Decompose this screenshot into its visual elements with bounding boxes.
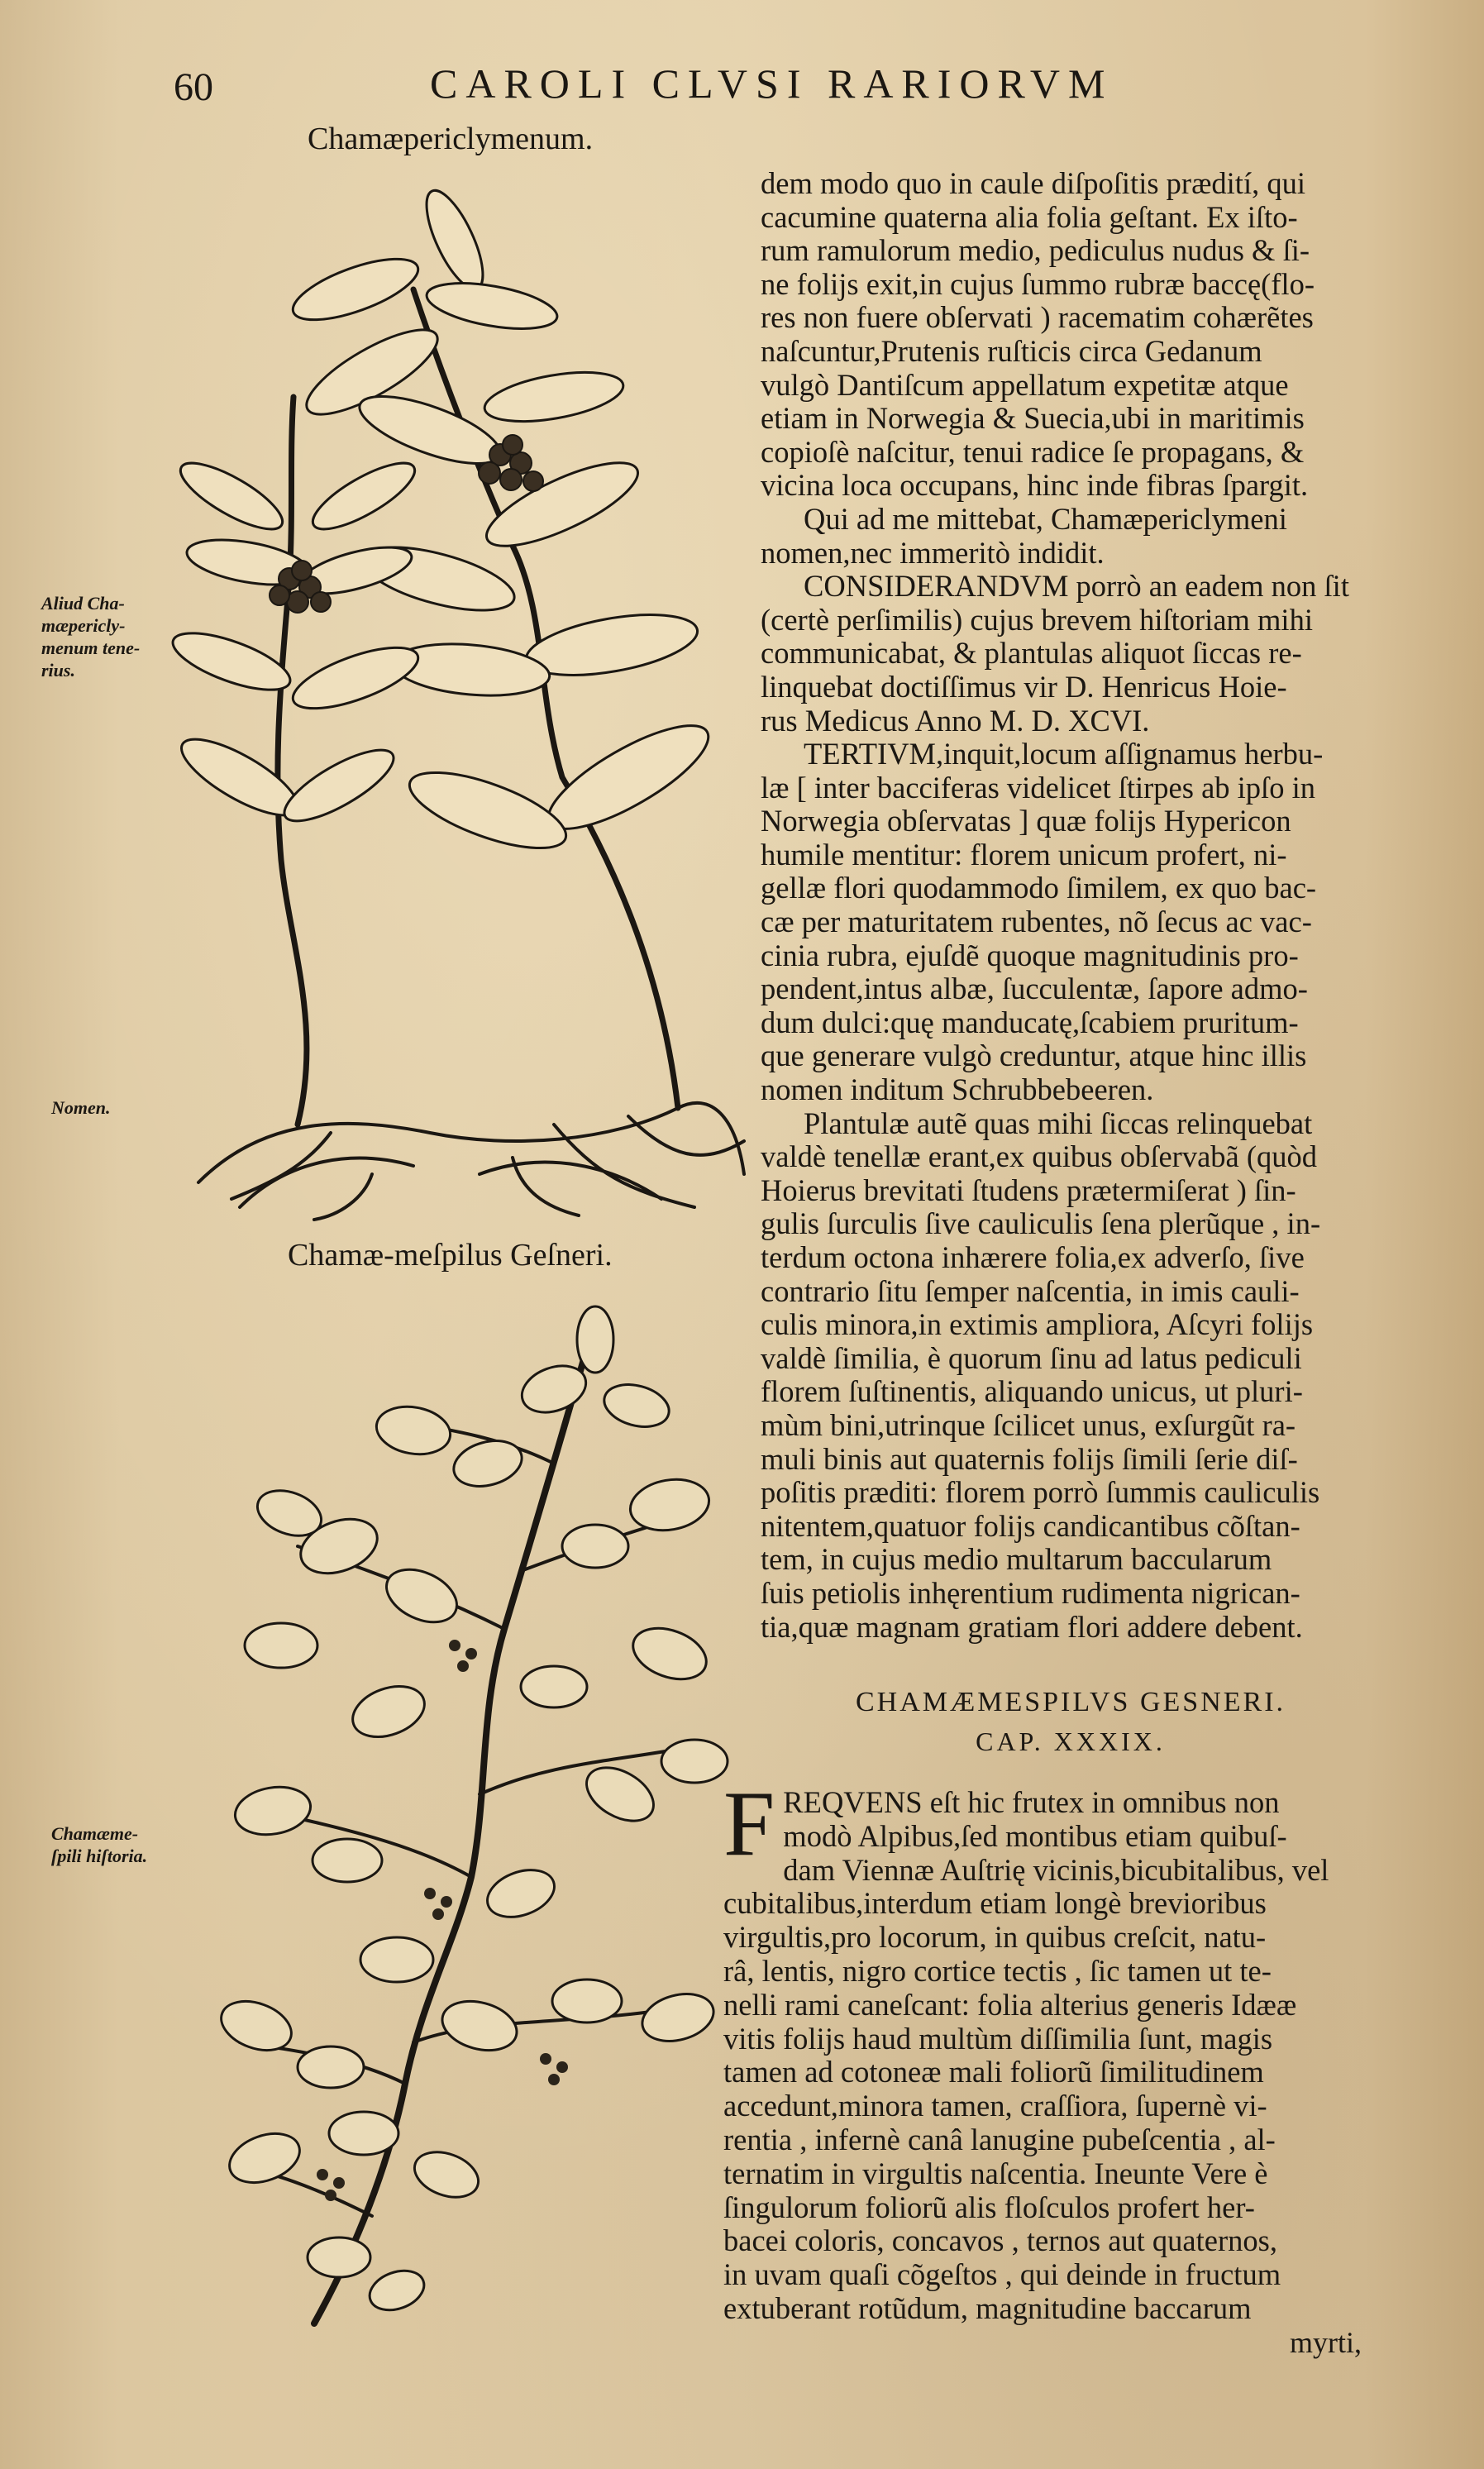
text-line: vicina loca occupans, hinc inde fibras ſpargit.: [761, 468, 1309, 503]
margin-note-historia: [51, 1822, 147, 1867]
margin-note-nomen: Nomen.: [51, 1097, 111, 1118]
chapter-title: CHAMÆMESPILVS GESNERI.: [855, 1687, 1286, 1717]
text-line: que generare vulgò creduntur, atque hinc illis: [761, 1039, 1307, 1073]
text-line: gellæ flori quodammodo ſimilem, ex quo bac-: [761, 871, 1317, 905]
text-line: mùm bini,utrinque ſcilicet unus, exſurgũt ra-: [761, 1407, 1296, 1442]
text-line: Qui ad me mittebat, Chamæpericlymeni: [804, 501, 1287, 536]
text-line: pendent,intus albæ, ſucculentæ, ſapore admo-: [761, 972, 1308, 1006]
chamaepericlymenum-illustration: [165, 182, 761, 1224]
text-line: CONSIDERANDVM porrò an eadem non ſit: [804, 569, 1349, 604]
margin-note-line: menum tene-: [41, 638, 141, 658]
text-line: virgultis,pro locorum, in quibus creſcit, natu-: [723, 1920, 1267, 1955]
text-line: valdè ſimilia, è quorum ſinu ad latus pediculi: [761, 1340, 1302, 1375]
text-line: res non fuere obſervati ) racematim cohærẽtes: [761, 300, 1314, 335]
text-line: tem, in cujus medio multarum baccularum: [761, 1542, 1272, 1577]
text-line: læ [ inter bacciferas videlicet ſtirpes ab ipſo in: [761, 770, 1315, 805]
text-line: terdum octona inhærere folia,ex adverſo, ſive: [761, 1240, 1305, 1274]
text-line: dem modo quo in caule diſpoſitis prædití, qui: [761, 166, 1305, 200]
text-line: (certè perſimilis) cujus brevem hiſtoriam mihi: [761, 602, 1313, 637]
text-line: vitis folijs haud multùm diſſimilia ſunt, magis: [723, 2021, 1273, 2056]
text-line: in uvam quaſi cõgeſtos , qui deinde in fructum: [723, 2257, 1281, 2292]
running-head: CAROLI CLVSI RARIORVM: [430, 60, 1114, 107]
catchword: myrti,: [1290, 2326, 1362, 2359]
margin-note-line: rius.: [41, 660, 75, 681]
text-line: ternatim in virgultis naſcentia. Ineunte Vere è: [723, 2156, 1268, 2190]
text-line: communicabat, & plantulas aliquot ſiccas re-: [761, 636, 1302, 671]
text-line: Norwegia obſervatas ] quæ folijs Hypericon: [761, 804, 1291, 838]
margin-note-aliud: [41, 592, 140, 681]
text-line: humile mentitur: florem unicum profert, ni-: [761, 837, 1287, 872]
text-block-1: [761, 167, 1381, 1644]
text-line: florem ſuſtinentis, aliquando unicus, ut pluri-: [761, 1374, 1303, 1409]
text-line: poſitis præditi: florem porrò ſummis cauliculis: [761, 1475, 1320, 1510]
text-line: modò Alpibus,ſed montibus etiam quibuſ-: [783, 1818, 1287, 1853]
text-line: tia,quæ magnam gratiam flori addere debent.: [761, 1609, 1303, 1644]
text-line: ſuis petiolis inhęrentium rudimenta nigrican-: [761, 1575, 1300, 1610]
text-line: muli binis aut quaternis folijs ſimili ſerie diſ-: [761, 1441, 1298, 1476]
text-line: accedunt,minora tamen, craſſiora, ſupernè vi-: [723, 2089, 1267, 2123]
text-line: valdè tenellæ erant,ex quibus obſervabã (quòd: [761, 1139, 1318, 1174]
margin-note-line: mæpericly-: [41, 615, 126, 636]
text-line: nitentem,quatuor folijs candicantibus cõſtan-: [761, 1508, 1300, 1543]
text-line: TERTIVM,inquit,locum aſſignamus herbu-: [804, 737, 1324, 771]
text-line: cæ per maturitatem rubentes, nõ ſecus ac vac-: [761, 905, 1312, 939]
text-line: dam Viennæ Auſtrię vicinis,bicubitalibus, vel: [783, 1852, 1329, 1887]
text-line: dum dulci:quę manducatę,ſcabiem pruritum-: [761, 1005, 1299, 1039]
text-line: extuberant rotũdum, magnitudine baccarum: [723, 2290, 1252, 2325]
margin-note-line: Chamæme-: [51, 1823, 139, 1844]
margin-note-line: Aliud Cha-: [41, 593, 125, 614]
drop-cap: F: [723, 1773, 775, 1875]
figure2-caption: Chamæ-meſpilus Geſneri.: [288, 1238, 613, 1273]
text-line: nomen inditum Schrubbebeeren.: [761, 1072, 1154, 1107]
text-line: linquebat doctiſſimus vir D. Henricus Hoie-: [761, 669, 1287, 704]
margin-note-line: ſpili hiſtoria.: [51, 1846, 148, 1866]
text-line: Plantulæ autẽ quas mihi ſiccas relinquebat: [804, 1106, 1313, 1140]
text-line: etiam in Norwegia & Suecia,ubi in maritimis: [761, 401, 1305, 436]
text-line: naſcuntur,Prutenis ruſticis circa Gedanum: [761, 333, 1262, 368]
text-line: REQVENS eſt hic frutex in omnibus non: [783, 1785, 1280, 1819]
text-line: contrario ſitu ſemper naſcentia, in imis cauli-: [761, 1273, 1300, 1308]
page-number: 60: [174, 65, 213, 109]
text-block-2: [723, 1773, 1381, 2326]
text-line: copioſè naſcitur, tenui radice ſe propagans, &: [761, 434, 1305, 469]
text-line: ne folijs exit,in cujus ſummo rubræ baccę(flo-: [761, 266, 1315, 301]
text-line: cubitalibus,interdum etiam longè brevioribus: [723, 1886, 1267, 1921]
figure1-caption: Chamæpericlymenum.: [308, 122, 594, 156]
text-line: rus Medicus Anno M. D. XCVI.: [761, 703, 1150, 738]
text-line: nelli rami caneſcant: folia alterius generis Idææ: [723, 1987, 1297, 2022]
text-line: râ, lentis, nigro cortice tectis , ſic tamen ut te-: [723, 1953, 1272, 1988]
text-line: vulgò Dantiſcum appellatum expetitæ atque: [761, 367, 1289, 402]
text-line: tamen ad cotoneæ mali foliorũ ſimilitudinem: [723, 2055, 1264, 2089]
text-line: Hoierus brevitati ſtudens prætermiſerat ) ſin-: [761, 1172, 1296, 1207]
chapter-number: CAP. XXXIX.: [976, 1726, 1166, 1756]
text-line: rentia , infernè canâ lanugine pubeſcentia , al-: [723, 2122, 1276, 2156]
text-line: cacumine quaterna alia folia geſtant. Ex iſto-: [761, 199, 1298, 234]
text-line: gulis ſurculis ſive cauliculis ſena plerũque , in-: [761, 1206, 1321, 1241]
text-line: cinia rubra, ejuſdẽ quoque magnitudinis pro-: [761, 938, 1299, 972]
text-line: culis minora,in extimis ampliora, Aſcyri folijs: [761, 1307, 1314, 1342]
text-line: nomen,nec immeritò indidit.: [761, 535, 1105, 570]
text-line: bacei coloris, concavos , ternos aut quaternos,: [723, 2223, 1277, 2258]
chamaemespilus-illustration: [207, 1298, 736, 2348]
text-line: ſingulorum foliorũ alis floſculos profert her-: [723, 2190, 1255, 2224]
text-line: rum ramulorum medio, pediculus nudus & ſi-: [761, 233, 1310, 268]
